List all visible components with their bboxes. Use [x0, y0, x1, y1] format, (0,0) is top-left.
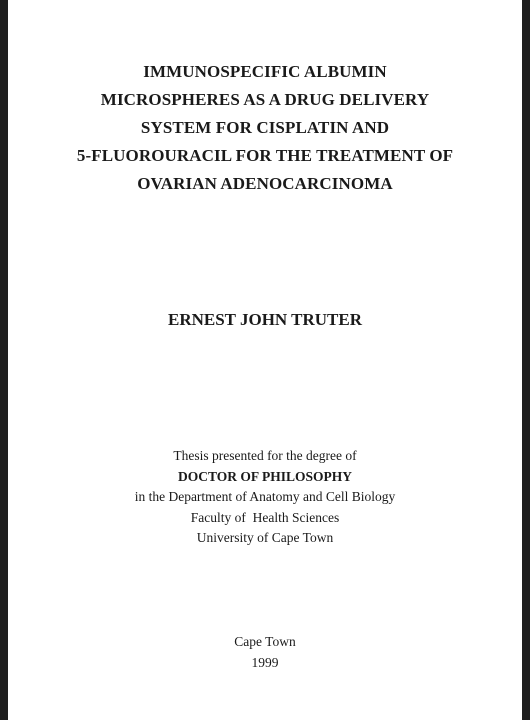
place-and-date — [8, 632, 522, 673]
thesis-title-line: SYSTEM FOR CISPLATIN AND — [140, 118, 390, 137]
thesis-title — [8, 58, 522, 198]
author-name: ERNEST JOHN TRUTER — [168, 310, 362, 329]
degree-name: DOCTOR OF PHILOSOPHY — [177, 468, 353, 484]
degree-statement — [8, 446, 522, 549]
thesis-title-line: 5-FLUOROURACIL FOR THE TREATMENT OF — [76, 146, 454, 165]
thesis-title-line: IMMUNOSPECIFIC ALBUMIN — [143, 62, 387, 81]
thesis-title-line: OVARIAN ADENOCARCINOMA — [137, 174, 393, 193]
year: 1999 — [251, 654, 279, 670]
university-name: University of Cape Town — [196, 530, 334, 546]
degree-presented-text: Thesis presented for the degree of — [173, 448, 357, 463]
faculty-name: Faculty of Health Sciences — [190, 509, 340, 525]
place-name: Cape Town — [234, 634, 296, 649]
thesis-title-line: MICROSPHERES AS A DRUG DELIVERY — [100, 90, 430, 109]
thesis-title-page — [8, 0, 522, 720]
department-name: in the Department of Anatomy and Cell Biology — [134, 489, 396, 505]
